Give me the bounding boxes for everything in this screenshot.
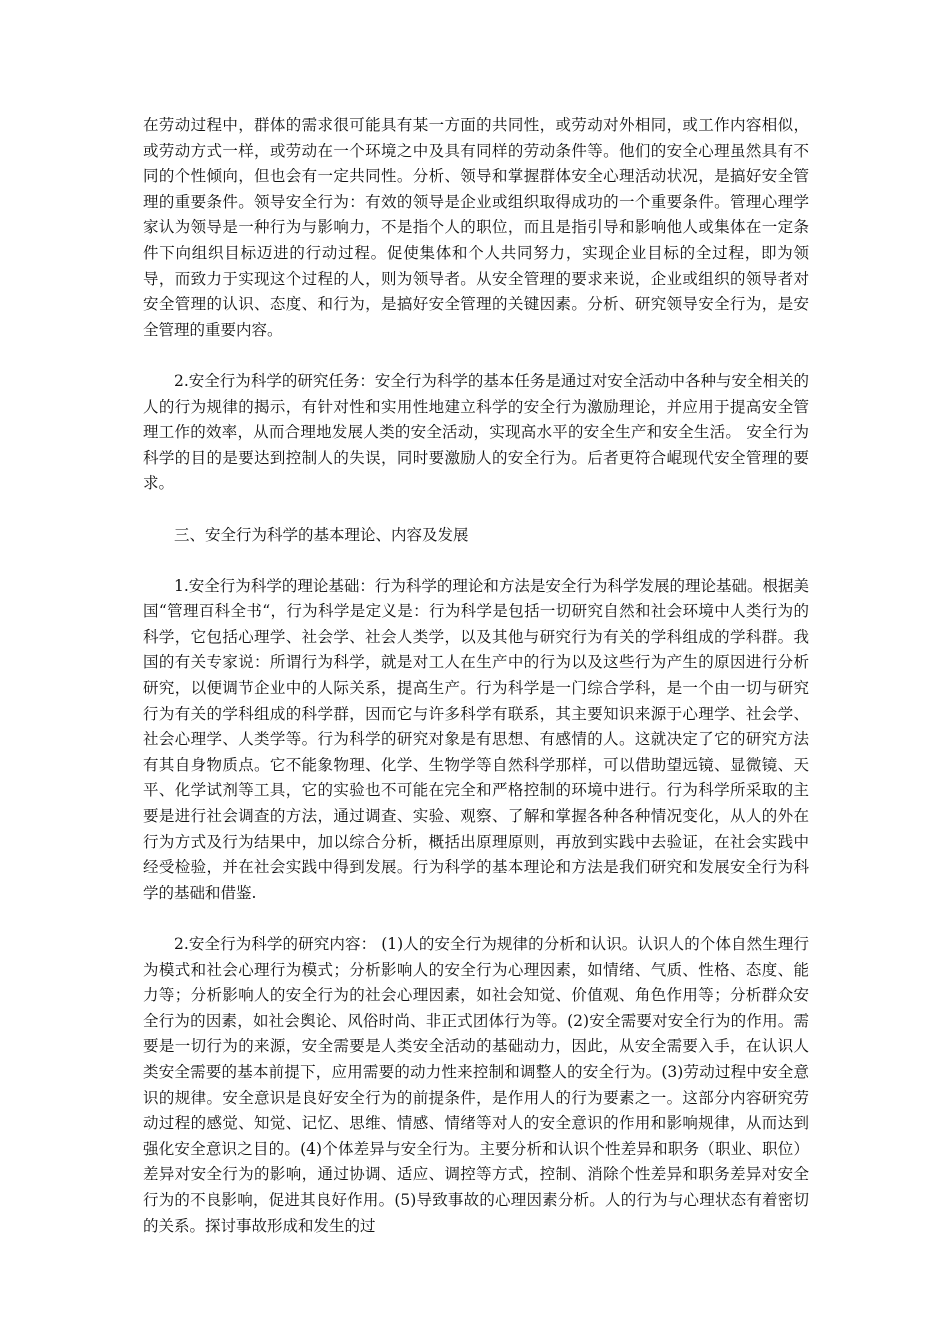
paragraph-theory-basis: 1.安全行为科学的理论基础：行为科学的理论和方法是安全行为科学发展的理论基础。根据美国“管理百科全书“，行为科学是定义是：行为科学是包括一切研究自然和社会环境中人类行为的科学，它包括心理学、社会学、社会人类学，以及其他与研究行为有关的学科组成的学科群。我国的有关专家说：所谓行为科学，就是对工人在生产中的行为以及这些行为产生的原因进行分析研究，以便调节企业中的人际关系，提高生产。行为科学是一门综合学科，是一个由一切与研究行为有关的学科组成的科学群，因而它与许多科学有联系，其主要知识来源于心理学、社会学、社会心理学、人类学等。行为科学的研究对象是有思想、有感情的人。这就决定了它的研究方法有其自身物质点。它不能象物理、化学、生物学等自然科学那样，可以借助望远镜、显微镜、天平、化学试剂等工具，它的实验也不可能在完全和严格控制的环境中进行。行为科学所采取的主要是进行社会调查的方法，通过调查、实验、观察、了解和掌握各种各种情况变化，从人的外在行为方式及行为结果中，加以综合分析，概括出原理原则，再放到实践中去验证，在社会实践中经受检验，并在社会实践中得到发展。行为科学的基本理论和方法是我们研究和发展安全行为科学的基础和借鉴. (143, 576, 809, 902)
document-page (143, 113, 809, 1265)
paragraph-research-content: 2.安全行为科学的研究内容： (1)人的安全行为规律的分析和认识。认识人的个体自然生理行为模式和社会心理行为模式；分析影响人的安全行为心理因素，如情绪、气质、性格、态度、能力等；分析影响人的安全行为的社会心理因素，如社会知觉、价值观、角色作用等；分析群众安全行为的因素，如社会舆论、风俗时尚、非正式团体行为等。(2)安全需要对安全行为的作用。需要是一切行为的来源，安全需要是人类安全活动的基础动力，因此，从安全需要入手，在认识人类安全需要的基本前提下，应用需要的动力性来控制和调整人的安全行为。(3)劳动过程中安全意识的规律。安全意识是良好安全行为的前提条件，是作用人的行为要素之一。这部分内容研究劳动过程的感觉、知觉、记忆、思维、情感、情绪等对人的安全意识的作用和影响规律，从而达到强化安全意识之目的。(4)个体差异与安全行为。主要分析和认识个性差异和职务（职业、职位）差异对安全行为的影响，通过协调、适应、调控等方式，控制、消除个性差异和职务差异对安全行为的不良影响，促进其良好作用。(5)导致事故的心理因素分析。人的行为与心理状态有着密切的关系。探讨事故形成和发生的过 (143, 935, 809, 1235)
section-heading-basic-theory: 三、安全行为科学的基本理论、内容及发展 (174, 525, 469, 544)
paragraph-group-safety-behavior: 在劳动过程中，群体的需求很可能具有某一方面的共同性，或劳动对外相同，或工作内容相似，或劳动方式一样，或劳动在一个环境之中及具有同样的劳动条件等。他们的安全心理虽然具有不同的个性倾向，但也会有一定共同性。分析、领导和掌握群体安全心理活动状况，是搞好安全管理的重要条件。领导安全行为：有效的领导是企业或组织取得成功的一个重要条件。管理心理学家认为领导是一种行为与影响力，不是指个人的职位，而且是指引导和影响他人或集体在一定条件下向组织目标迈进的行动过程。促使集体和个人共同努力，实现企业目标的全过程，即为领导，而致力于实现这个过程的人，则为领导者。从安全管理的要求来说，企业或组织的领导者对安全管理的认识、态度、和行为，是搞好安全管理的关键因素。分析、研究领导安全行为，是安全管理的重要内容。 (143, 116, 809, 339)
paragraph-research-task: 2.安全行为科学的研究任务：安全行为科学的基本任务是通过对安全活动中各种与安全相关的人的行为规律的揭示，有针对性和实用性地建立科学的安全行为激励理论，并应用于提高安全管理工作的效率，从而合理地发展人类的安全活动，实现高水平的安全生产和安全生活。 安全行为科学的目的是要达到控制人的失误，同时要激励人的安全行为。后者更符合崐现代安全管理的要求。 (143, 371, 809, 493)
